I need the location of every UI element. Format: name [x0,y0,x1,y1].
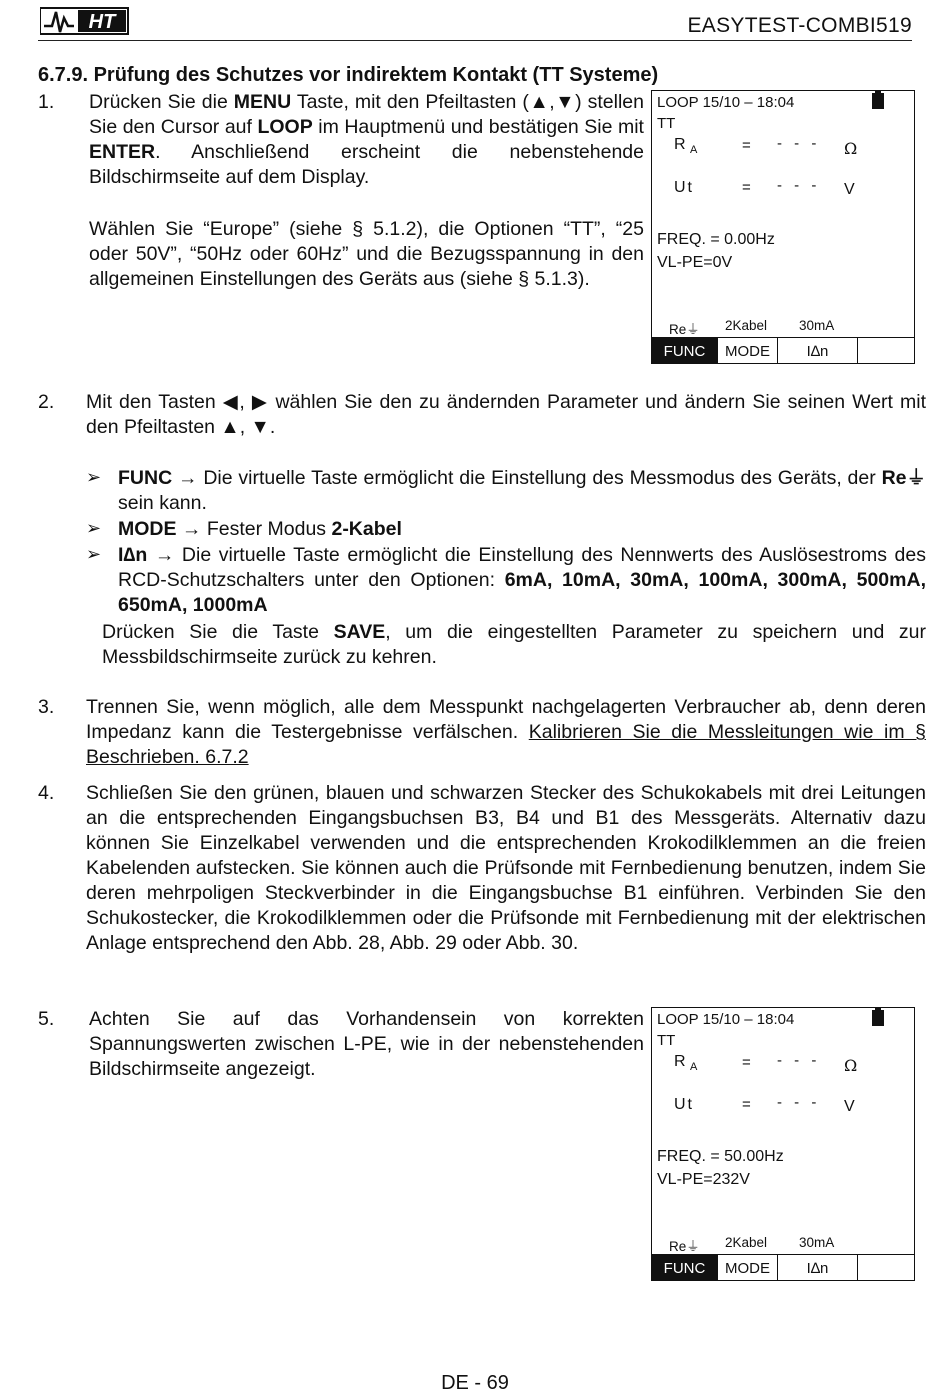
step-number: 2. [38,391,55,413]
voltage-readout: VL-PE=0V [657,254,733,271]
softkey-bar [652,337,914,364]
equals-sign: = [742,137,751,154]
step-number: 4. [38,782,55,804]
step3-paragraph: Trennen Sie, wenn möglich, alle dem Messpunkt nachgelagerten Verbraucher ab, denn deren Impedanz kann die Testergebnisse verfälschen. Kalibrieren Sie die Messleitungen wie im § Beschrieben. 6.7.2 [86,696,926,768]
mode-softkey[interactable]: MODE [718,338,778,364]
ohm-unit: Ω [844,139,858,158]
step1-settings-paragraph: Wählen Sie “Europe” (siehe § 5.1.2), die Optionen “TT”, “25 oder 50V”, “50Hz oder 60Hz” und die Bezugsspannung in den allgemeinen Einstellungen des Geräts aus (siehe § 5.1.3). [89,218,644,290]
step-number: 5. [38,1008,55,1030]
ra-value: - - - [777,135,821,152]
text-run: . Anschließend erscheint die nebenstehende Bildschirmseite auf dem Display. [89,141,644,188]
func-param: Re⏚ [669,1239,700,1254]
equals-sign: = [742,179,751,196]
ut-label: Ut [674,179,694,196]
system-type: TT [657,1032,676,1049]
section-title: 6.7.9. Prüfung des Schutzes vor indirektem Kontakt (TT Systeme) [38,64,659,86]
step4-paragraph: Schließen Sie den grünen, blauen und schwarzen Stecker des Schukokabels mit drei Leitungen an die entsprechenden Eingangsbuchsen B3, B4 und B1 des Messgeräts. Alternativ dazu können Sie Einzelkabel verwenden und die entsprechenden Krokodilklemmen an die freien Kabelenden aufstecken. Sie können auch die Prüfsonde mit Fernbedienung benutzen, indem Sie deren mehrpoligen Steckverbinder in die Eingangsbuchse B1 einführen. Verbinden Sie den Schukostecker, die Krokodilklemmen oder die Prüfsonde mit Fernbedienung mit der elektrischen Anlage entsprechend den Abb. 28, Abb. 29 oder Abb. 30. [86,782,926,954]
step1-paragraph [89,90,644,190]
mode-softkey[interactable]: MODE [718,1255,778,1281]
document-title: EASYTEST-COMBI519 [687,14,912,37]
func-softkey[interactable]: FUNC [652,1255,718,1281]
frequency-readout: FREQ. = 0.00Hz [657,231,775,248]
save-instruction: Drücken Sie die Taste SAVE, um die eingestellten Parameter zu speichern und zur Messbildschirmseite zurück zu kehren. [102,621,927,668]
text-run: Taste, mit den Pfeiltasten (▲,▼) stellen Sie den Cursor auf [89,91,644,138]
bullet-arrow-icon: ➢ [86,467,102,487]
battery-icon [872,1010,884,1026]
ra-value: - - - [777,1052,821,1069]
step-number: 1. [38,91,55,113]
calibration-link[interactable]: Kalibrieren Sie die Messleitungen wie im § Beschrieben. 6.7.2 [86,721,926,768]
battery-icon [872,93,884,109]
voltage-readout: VL-PE=232V [657,1171,750,1188]
softkey-bar [652,1254,914,1281]
mode-param: 2Kabel [725,318,768,333]
idn-softkey[interactable]: I∆n [778,338,858,364]
header-divider [38,40,912,41]
ohm-unit: Ω [844,1056,858,1075]
empty-softkey [858,1255,914,1281]
enter-key-label: ENTER [89,141,156,163]
step-number: 3. [38,696,55,718]
text-run: im Hauptmenü und bestätigen Sie mit [312,116,644,138]
idn-param: 30mA [799,318,835,333]
volt-unit: V [844,181,855,198]
equals-sign: = [742,1054,751,1071]
brand-text: HT [88,11,116,33]
empty-softkey [858,338,914,364]
func-softkey[interactable]: FUNC [652,338,718,364]
func-param: Re⏚ [669,322,700,337]
menu-key-label: MENU [233,91,292,113]
mode-param: 2Kabel [725,1235,768,1250]
frequency-readout: FREQ. = 50.00Hz [657,1148,784,1165]
func-bullet: FUNC → Die virtuelle Taste ermöglicht die Einstellung des Messmodus des Geräts, der Re⏚ sein kann. [118,467,926,514]
bullet-arrow-icon: ➢ [86,544,102,564]
ut-value: - - - [777,1094,821,1111]
screen-status-line: LOOP 15/10 – 18:04 [657,1011,795,1028]
step2-paragraph: Mit den Tasten ◀, ▶ wählen Sie den zu ändernden Parameter und ändern Sie seinen Wert mit den Pfeiltasten ▲, ▼. [86,391,926,438]
text-run: Drücken Sie die [89,91,234,113]
system-type: TT [657,115,676,132]
ht-logo-graphic [40,4,132,36]
step5-paragraph: Achten Sie auf das Vorhandensein von korrekten Spannungswerten zwischen L-PE, wie in der nebenstehenden Bildschirmseite angezeigt. [89,1008,644,1080]
screen-status-line: LOOP 15/10 – 18:04 [657,94,795,111]
ra-label: R $_A$ [674,136,698,157]
page-number: DE - 69 [441,1372,509,1394]
ra-label: R $_A$ [674,1053,698,1074]
mode-bullet: MODE → Fester Modus 2-Kabel [118,518,402,540]
display-screen-1 [651,90,915,364]
volt-unit: V [844,1098,855,1115]
equals-sign: = [742,1096,751,1113]
ut-value: - - - [777,177,821,194]
display-screen-2 [651,1007,915,1281]
ut-label: Ut [674,1096,694,1113]
idn-softkey[interactable]: I∆n [778,1255,858,1281]
ht-logo [40,4,132,36]
idn-param: 30mA [799,1235,835,1250]
idn-bullet: I∆n → Die virtuelle Taste ermöglicht die Einstellung des Nennwerts des Auslösestroms des RCD-Schutzschalters unter den Optionen: 6mA, 10mA, 30mA, 100mA, 300mA, 500mA, 650mA, 1000mA [118,544,926,616]
bullet-arrow-icon: ➢ [86,518,102,538]
loop-label: LOOP [257,116,313,138]
